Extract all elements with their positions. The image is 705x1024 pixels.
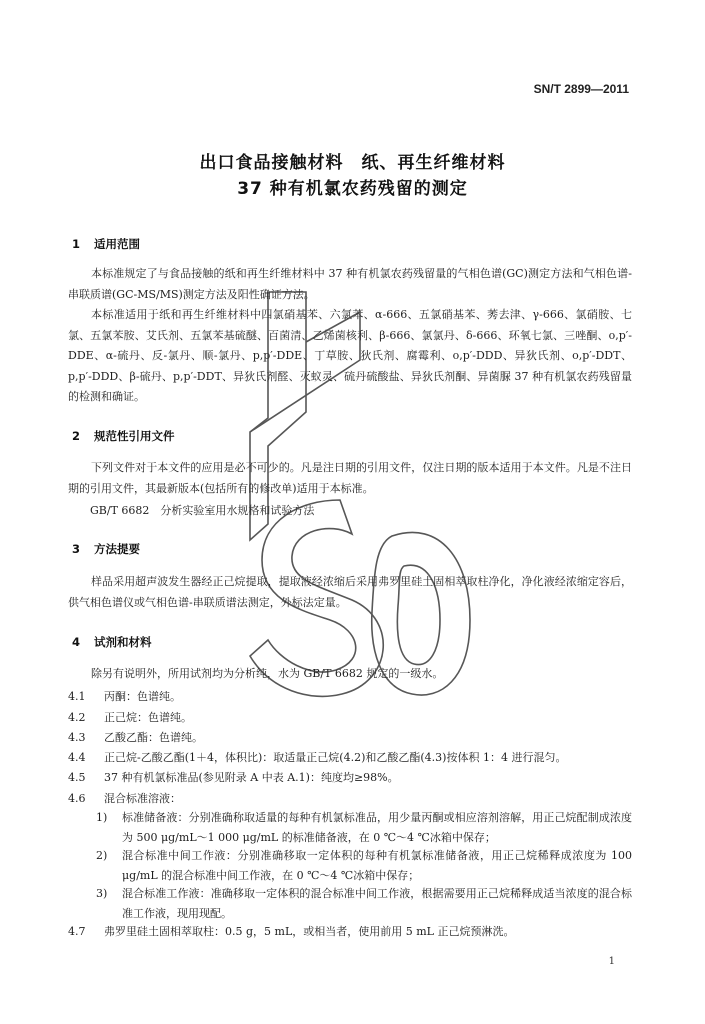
section-1-paragraph-2: 本标准适用于纸和再生纤维材料中四氯硝基苯、六氯苯、α-666、五氯硝基苯、莠去津、γ-666、氯硝胺、七氯、五氯苯胺、艾氏剂、五氯苯基硫醚、百菌清、乙烯菌核利、β-666、氯氯丹、δ-666、环氧七氯、三唑酮、o,p′-DDE、α-硫丹、反-氯丹、顺-氯丹、p,p′-DDE、丁草胺、狄氏剂、腐霉利、o,p′-DDD、异狄氏剂、o,p′-DDT、p,p′-DDD、β-硫丹、p,p′-DDT、异狄氏剂醛、灭蚁灵、硫丹硫酸盐、异狄氏剂酮、异菌脲 37 种有机氯农药残留量的检测和确证。 (68, 308, 632, 403)
sub-item (96, 846, 632, 886)
item-text: 37 种有机氯标准品(参见附录 A 中表 A.1)：纯度均≥98%。 (104, 771, 399, 784)
sub-item-number: 1) (96, 811, 108, 824)
section-4-number: 4 (72, 635, 81, 649)
sub-item-number: 2) (96, 849, 108, 862)
section-1-number: 1 (72, 237, 81, 251)
item-number: 4.6 (68, 792, 86, 805)
sub-item-number: 3) (96, 887, 108, 900)
list-item (68, 708, 192, 728)
item-number: 4.5 (68, 771, 86, 784)
section-2-number: 2 (72, 429, 81, 443)
document-title-line2: 37 种有机氯农药残留的测定 (237, 179, 468, 199)
item-number: 4.3 (68, 731, 86, 744)
section-2-title: 规范性引用文件 (94, 429, 175, 443)
item-text: 弗罗里硅土固相萃取柱：0.5 g，5 mL，或相当者，使用前用 5 mL 正己烷预淋洗。 (104, 925, 515, 938)
section-2-paragraph-1: 下列文件对于本文件的应用是必不可少的。凡是注日期的引用文件，仅注日期的版本适用于本文件。凡是不注日期的引用文件，其最新版本(包括所有的修改单)适用于本标准。 (68, 461, 632, 495)
item-text: 正己烷-乙酸乙酯(1＋4，体积比)：取适量正己烷(4.2)和乙酸乙酯(4.3)按体积 1：4 进行混匀。 (104, 751, 567, 764)
item-number: 4.4 (68, 751, 86, 764)
list-item (68, 789, 181, 809)
sub-item (96, 884, 632, 924)
normative-reference: GB/T 6682 分析实验室用水规格和试验方法 (90, 504, 315, 517)
section-3-title: 方法提要 (94, 542, 140, 556)
item-number: 4.2 (68, 711, 86, 724)
section-4-heading (72, 634, 152, 650)
section-4-title: 试剂和材料 (94, 635, 152, 649)
section-3-paragraph-1: 样品采用超声波发生器经正己烷提取，提取液经浓缩后采用弗罗里硅土固相萃取柱净化，净化液经浓缩定容后，供气相色谱仪或气相色谱-串联质谱法测定，外标法定量。 (68, 575, 632, 609)
sub-item-text: 混合标准中间工作液：分别准确移取一定体积的每种有机氯标准储备液，用正己烷稀释成浓度为 100 μg/mL 的混合标准中间工作液，在 0 ℃～4 ℃冰箱中保存； (122, 849, 632, 882)
section-1-paragraph-1: 本标准规定了与食品接触的纸和再生纤维材料中 37 种有机氯农药残留量的气相色谱(GC)测定方法和气相色谱-串联质谱(GC-MS/MS)测定方法及阳性确证方法。 (68, 267, 632, 301)
page-number: 1 (608, 956, 615, 967)
item-text: 丙酮：色谱纯。 (104, 690, 181, 703)
list-item (68, 922, 514, 942)
list-item (68, 768, 399, 788)
item-number: 4.1 (68, 690, 86, 703)
section-1-title: 适用范围 (94, 237, 140, 251)
list-item (68, 728, 203, 748)
item-text: 乙酸乙酯：色谱纯。 (104, 731, 203, 744)
document-title-line1: 出口食品接触材料 纸、再生纤维材料 (199, 153, 506, 173)
item-text: 正己烷：色谱纯。 (104, 711, 192, 724)
sub-item-text: 混合标准工作液：准确移取一定体积的混合标准中间工作液，根据需要用正己烷稀释成适当浓度的混合标准工作液，现用现配。 (122, 887, 632, 920)
list-item (68, 687, 181, 707)
section-3-heading (72, 541, 140, 557)
section-4-paragraph-1: 除另有说明外，所用试剂均为分析纯，水为 GB/T 6682 规定的一级水。 (91, 667, 444, 680)
section-2-heading (72, 428, 175, 444)
sub-item (96, 808, 632, 848)
standard-code: SN/T 2899—2011 (533, 82, 629, 96)
item-number: 4.7 (68, 925, 86, 938)
sub-item-text: 标准储备液：分别准确称取适量的每种有机氯标准品，用少量丙酮或相应溶剂溶解，用正己烷配制成浓度为 500 μg/mL～1 000 μg/mL 的标准储备液，在 0 ℃～4 ℃冰箱中保存； (122, 811, 632, 844)
section-1-heading (72, 236, 140, 252)
section-3-number: 3 (72, 542, 81, 556)
list-item (68, 748, 566, 768)
item-text: 混合标准溶液： (104, 792, 181, 805)
